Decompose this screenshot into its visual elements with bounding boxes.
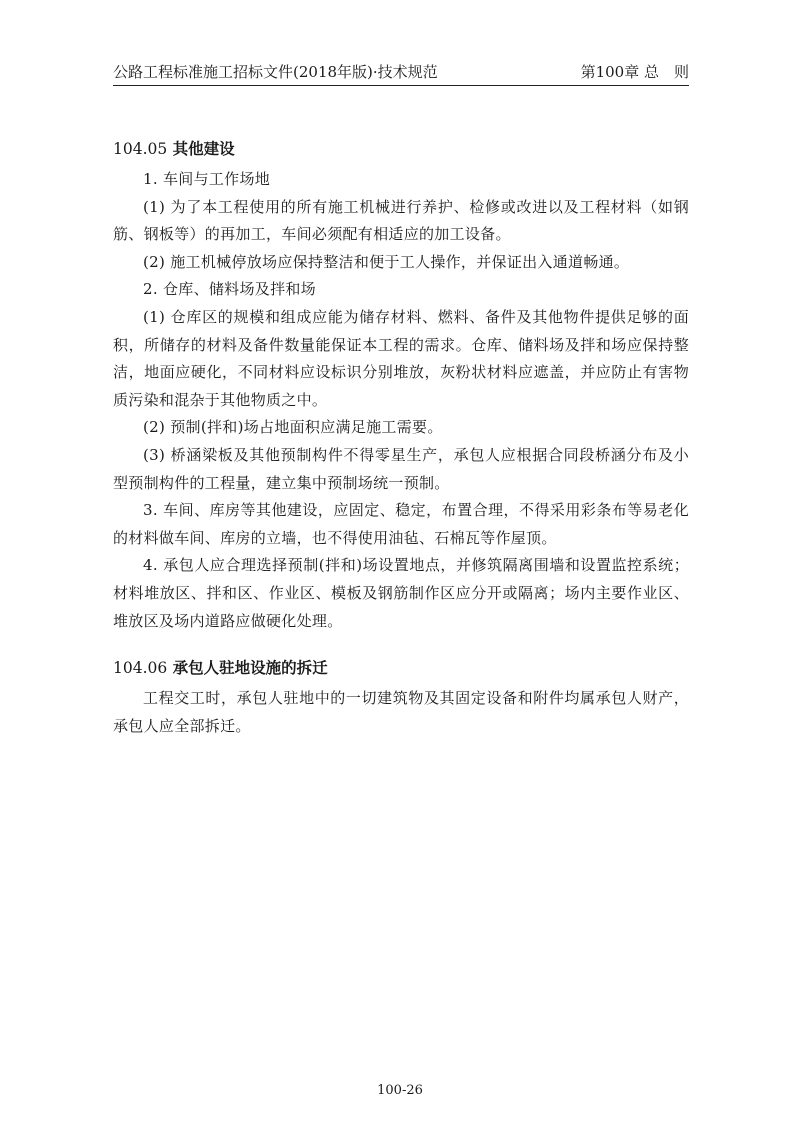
section-number: 104.06 [113,659,168,678]
paragraph: (1) 仓库区的规模和组成应能为储存材料、燃料、备件及其他物件提供足够的面积，所储存的材料及备件数量能保证本工程的需求。仓库、储料场及拌和场应保持整洁，地面应硬化，不同材料应设标识分别堆放，灰粉状材料应遮盖，并应防止有害物质污染和混杂于其他物质之中。 [113,307,689,409]
paragraph: 4. 承包人应合理选择预制(拌和)场设置地点，并修筑隔离围墙和设置监控系统；材料堆放区、拌和区、作业区、模板及钢筋制作区应分开或隔离；场内主要作业区、堆放区及场内道路应做硬化处理。 [113,556,689,630]
paragraph: (2) 施工机械停放场应保持整洁和便于工人操作，并保证出入通道畅通。 [143,252,630,271]
paragraph: (3) 桥涵梁板及其他预制构件不得零星生产，承包人应根据合同段桥涵分布及小型预制构件的工程量，建立集中预制场统一预制。 [113,445,689,492]
section-title [113,138,689,160]
paragraph: 3. 车间、库房等其他建设，应固定、稳定，布置合理，不得采用彩条布等易老化的材料做车间、库房的立墙，也不得使用油毡、石棉瓦等作屋顶。 [113,501,689,547]
section-number: 104.05 [113,140,168,158]
paragraph: (1) 为了本工程使用的所有施工机械进行养护、检修或改进以及工程材料（如钢筋、钢板等）的再加工，车间必须配有相适应的加工设备。 [113,197,689,244]
section-title [113,657,689,679]
paragraph: 工程交工时，承包人驻地中的一切建筑物及其固定设备和附件均属承包人财产，承包人应全部拆迁。 [113,689,689,735]
page-number: 100-26 [377,1083,423,1098]
section-104-05 [113,138,689,635]
section-heading: 承包人驻地设施的拆迁 [172,658,328,678]
page-header [113,56,689,86]
section-104-06 [113,657,689,740]
paragraph: 2. 仓库、储料场及拌和场 [143,280,316,299]
header-document-title: 公路工程标准施工招标文件(2018年版)·技术规范 [113,63,438,81]
header-chapter-title: 第100章 总 则 [580,63,689,81]
section-heading: 其他建设 [172,139,235,158]
paragraph: 1. 车间与工作场地 [143,170,271,188]
paragraph: (2) 预制(拌和)场占地面积应满足施工需要。 [143,418,443,437]
page-content [113,138,689,740]
